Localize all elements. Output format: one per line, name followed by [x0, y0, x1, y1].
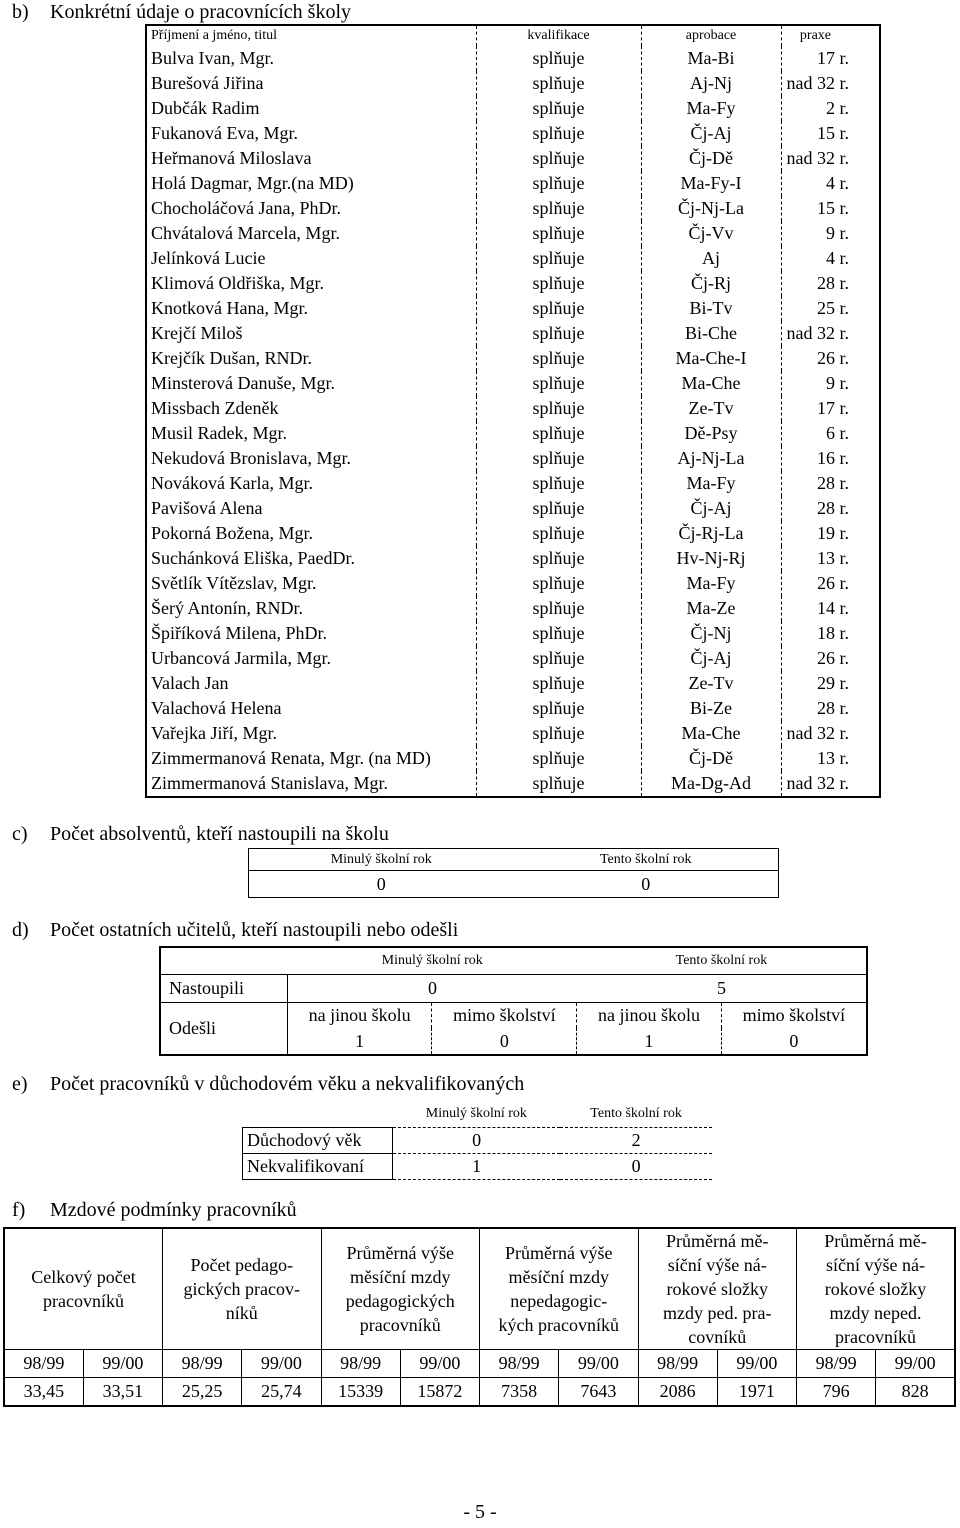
qualification: splňuje	[476, 196, 641, 221]
practice: 19 r.	[781, 521, 880, 546]
practice: 28 r.	[781, 496, 880, 521]
section-f-heading	[12, 1199, 297, 1222]
qualification: splňuje	[476, 96, 641, 121]
school-year: 98/99	[638, 1350, 717, 1378]
staff-name: Bulva Ivan, Mgr.	[146, 46, 476, 71]
table-row	[146, 121, 880, 146]
section-b-heading	[12, 1, 351, 24]
approbation: Ma-Che	[641, 371, 781, 396]
staff-name: Špiříková Milena, PhDr.	[146, 621, 476, 646]
approbation: Bi-Tv	[641, 296, 781, 321]
table-row	[146, 146, 880, 171]
staff-name: Suchánková Eliška, PaedDr.	[146, 546, 476, 571]
table-row	[146, 296, 880, 321]
wage-value: 33,45	[4, 1378, 83, 1407]
section-letter: e)	[12, 1073, 28, 1095]
header-line: gických pracov-	[183, 1279, 300, 1299]
table-row	[146, 496, 880, 521]
practice: 13 r.	[781, 746, 880, 771]
staff-name: Vařejka Jiří, Mgr.	[146, 721, 476, 746]
wage-value: 25,74	[242, 1378, 321, 1407]
staff-name: Minsterová Danuše, Mgr.	[146, 371, 476, 396]
row-label: Nekvalifikovaní	[243, 1154, 393, 1180]
approbation: Ma-Ze	[641, 596, 781, 621]
table-row	[146, 746, 880, 771]
left-value: 0	[721, 1028, 867, 1055]
qualification: splňuje	[476, 471, 641, 496]
table-row	[146, 346, 880, 371]
staff-name: Missbach Zdeněk	[146, 396, 476, 421]
col-previous-year: Minulý školní rok	[425, 1106, 527, 1121]
header-line: pracovníků	[835, 1327, 916, 1347]
table-row	[146, 271, 880, 296]
approbation: Čj-Rj-La	[641, 521, 781, 546]
staff-name: Pokorná Božena, Mgr.	[146, 521, 476, 546]
joined-row	[160, 975, 867, 1003]
header-line: Průměrná výše	[346, 1243, 454, 1263]
left-value: 0	[432, 1028, 577, 1055]
wage-value: 7358	[480, 1378, 559, 1407]
practice: 15 r.	[781, 121, 880, 146]
header-name: Příjmení a jméno, titul	[146, 25, 476, 46]
left-label: Odešli	[160, 1003, 288, 1056]
staff-name: Nekudová Bronislava, Mgr.	[146, 446, 476, 471]
table-header-row	[243, 1101, 713, 1128]
row-label: Důchodový věk	[243, 1128, 393, 1154]
school-year: 99/00	[717, 1350, 796, 1378]
header-practice: praxe	[781, 25, 880, 46]
header-line: nepedagogic-	[510, 1291, 608, 1311]
table-row	[146, 96, 880, 121]
section-c-heading	[12, 823, 389, 846]
table-row	[243, 1154, 713, 1180]
header-line: Průměrná mě-	[666, 1231, 769, 1251]
practice: nad 32 r.	[781, 146, 880, 171]
section-letter: d)	[12, 919, 29, 941]
header-approbation: aprobace	[641, 25, 781, 46]
practice: nad 32 r.	[781, 321, 880, 346]
table-row	[146, 371, 880, 396]
header-line: pracovníků	[43, 1291, 124, 1311]
approbation: Ze-Tv	[641, 396, 781, 421]
practice: 9 r.	[781, 371, 880, 396]
staff-name: Světlík Vítězslav, Mgr.	[146, 571, 476, 596]
qualification: splňuje	[476, 721, 641, 746]
table-row	[146, 396, 880, 421]
table-row	[146, 221, 880, 246]
staff-name: Zimmermanová Stanislava, Mgr.	[146, 771, 476, 797]
header-line: rokové složky	[666, 1279, 768, 1299]
practice: 28 r.	[781, 471, 880, 496]
practice: 17 r.	[781, 396, 880, 421]
practice: 17 r.	[781, 46, 880, 71]
table-row	[146, 196, 880, 221]
qualification: splňuje	[476, 671, 641, 696]
joined-current: 5	[577, 975, 867, 1003]
col-previous-year: Minulý školní rok	[249, 849, 514, 871]
staff-name: Knotková Hana, Mgr.	[146, 296, 476, 321]
value-current-year: 0	[560, 1154, 712, 1180]
practice: nad 32 r.	[781, 71, 880, 96]
value-previous-year: 0	[376, 873, 386, 894]
practice: 25 r.	[781, 296, 880, 321]
qualification: splňuje	[476, 121, 641, 146]
school-year: 98/99	[480, 1350, 559, 1378]
staff-name: Dubčák Radim	[146, 96, 476, 121]
table-row	[146, 646, 880, 671]
practice: 13 r.	[781, 546, 880, 571]
approbation: Čj-Aj	[641, 646, 781, 671]
other-teachers-table	[159, 946, 868, 1056]
table-header-row	[249, 849, 779, 871]
wage-value: 15339	[321, 1378, 400, 1407]
qualification: splňuje	[476, 771, 641, 797]
wage-value: 25,25	[163, 1378, 242, 1407]
approbation: Čj-Dě	[641, 146, 781, 171]
school-year: 98/99	[163, 1350, 242, 1378]
qualification: splňuje	[476, 496, 641, 521]
wage-value: 7643	[559, 1378, 638, 1407]
left-value: 1	[355, 1030, 365, 1051]
staff-name: Chocholáčová Jana, PhDr.	[146, 196, 476, 221]
value-previous-year: 0	[393, 1128, 561, 1154]
practice: 6 r.	[781, 421, 880, 446]
table-row	[146, 621, 880, 646]
practice: 4 r.	[781, 246, 880, 271]
header-line: pedagogických	[345, 1291, 455, 1311]
practice: 28 r.	[781, 271, 880, 296]
school-year: 99/00	[876, 1350, 955, 1378]
approbation: Ma-Dg-Ad	[641, 771, 781, 797]
staff-name: Holá Dagmar, Mgr.(na MD)	[146, 171, 476, 196]
retirement-table	[242, 1101, 712, 1180]
wages-table	[3, 1227, 956, 1407]
staff-name: Pavišová Alena	[146, 496, 476, 521]
col-current-year: Tento školní rok	[675, 953, 768, 968]
wages-header	[480, 1228, 639, 1350]
section-letter: f)	[12, 1199, 26, 1221]
staff-name: Burešová Jiřina	[146, 71, 476, 96]
section-title: Počet absolventů, kteří nastoupili na školu	[50, 823, 389, 845]
header-line: měsíční mzdy	[508, 1267, 609, 1287]
sub-outside: mimo školství	[721, 1003, 867, 1029]
wage-value: 2086	[638, 1378, 717, 1407]
section-letter: c)	[12, 823, 28, 845]
values-row	[4, 1378, 955, 1407]
approbation: Ze-Tv	[641, 671, 781, 696]
approbation: Čj-Vv	[641, 221, 781, 246]
approbation: Aj-Nj-La	[641, 446, 781, 471]
section-title: Konkrétní údaje o pracovnících školy	[50, 1, 352, 23]
table-header-row	[4, 1228, 955, 1350]
staff-name: Urbancová Jarmila, Mgr.	[146, 646, 476, 671]
joined-label: Nastoupili	[160, 975, 288, 1003]
qualification: splňuje	[476, 71, 641, 96]
qualification: splňuje	[476, 446, 641, 471]
qualification: splňuje	[476, 521, 641, 546]
header-line: Celkový počet	[31, 1267, 136, 1287]
practice: 26 r.	[781, 346, 880, 371]
qualification: splňuje	[476, 596, 641, 621]
approbation: Ma-Fy	[641, 571, 781, 596]
qualification: splňuje	[476, 171, 641, 196]
school-year: 99/00	[559, 1350, 638, 1378]
approbation: Ma-Fy	[641, 96, 781, 121]
approbation: Hv-Nj-Rj	[641, 546, 781, 571]
section-letter: b)	[12, 1, 29, 23]
approbation: Ma-Bi	[641, 46, 781, 71]
table-row	[146, 696, 880, 721]
qualification: splňuje	[476, 396, 641, 421]
section-title: Počet ostatních učitelů, kteří nastoupili nebo odešli	[50, 919, 459, 941]
approbation: Čj-Aj	[641, 121, 781, 146]
value-previous-year: 1	[393, 1154, 561, 1180]
school-year: 99/00	[242, 1350, 321, 1378]
qualification: splňuje	[476, 46, 641, 71]
table-row	[146, 671, 880, 696]
practice: 26 r.	[781, 646, 880, 671]
qualification: splňuje	[476, 421, 641, 446]
staff-name: Valachová Helena	[146, 696, 476, 721]
wage-value: 1971	[717, 1378, 796, 1407]
table-row	[249, 871, 779, 898]
header-line: síční výše ná-	[826, 1255, 925, 1275]
staff-name: Chvátalová Marcela, Mgr.	[146, 221, 476, 246]
school-year: 99/00	[83, 1350, 162, 1378]
staff-table	[145, 24, 881, 798]
school-year: 99/00	[400, 1350, 479, 1378]
wage-value: 796	[797, 1378, 876, 1407]
header-line: Průměrná výše	[505, 1243, 613, 1263]
approbation: Čj-Nj	[641, 621, 781, 646]
staff-name: Musil Radek, Mgr.	[146, 421, 476, 446]
wages-header	[4, 1228, 163, 1350]
staff-name: Valach Jan	[146, 671, 476, 696]
table-row	[146, 421, 880, 446]
practice: nad 32 r.	[781, 721, 880, 746]
wage-value: 828	[876, 1378, 955, 1407]
practice: 9 r.	[781, 221, 880, 246]
section-title: Mzdové podmínky pracovníků	[50, 1199, 297, 1221]
staff-name: Krejčí Miloš	[146, 321, 476, 346]
joined-previous: 0	[288, 975, 577, 1003]
approbation: Čj-Rj	[641, 271, 781, 296]
table-row	[146, 321, 880, 346]
qualification: splňuje	[476, 321, 641, 346]
table-row	[243, 1128, 713, 1154]
table-row	[146, 171, 880, 196]
qualification: splňuje	[476, 746, 641, 771]
header-line: kých pracovníků	[498, 1315, 619, 1335]
school-year: 98/99	[321, 1350, 400, 1378]
sub-outside: mimo školství	[432, 1003, 577, 1029]
qualification: splňuje	[476, 221, 641, 246]
section-d-heading	[12, 919, 458, 942]
approbation: Dě-Psy	[641, 421, 781, 446]
table-row	[146, 596, 880, 621]
qualification: splňuje	[476, 696, 641, 721]
table-row	[146, 546, 880, 571]
header-line: rokové složky	[824, 1279, 927, 1299]
staff-name: Jelínková Lucie	[146, 246, 476, 271]
approbation: Ma-Che	[641, 721, 781, 746]
table-header-row	[146, 25, 880, 46]
staff-name: Šerý Antonín, RNDr.	[146, 596, 476, 621]
practice: nad 32 r.	[781, 771, 880, 797]
wages-header	[638, 1228, 797, 1350]
staff-name: Zimmermanová Renata, Mgr. (na MD)	[146, 746, 476, 771]
approbation: Ma-Fy	[641, 471, 781, 496]
table-row	[146, 471, 880, 496]
sub-other-school: na jinou školu	[577, 1003, 721, 1029]
approbation: Aj-Nj	[641, 71, 781, 96]
header-line: síční výše ná-	[667, 1255, 767, 1275]
wage-value: 33,51	[83, 1378, 162, 1407]
staff-name: Fukanová Eva, Mgr.	[146, 121, 476, 146]
header-line: mzdy ped. pra-	[663, 1303, 772, 1323]
qualification: splňuje	[476, 246, 641, 271]
header-qualification: kvalifikace	[476, 25, 641, 46]
practice: 14 r.	[781, 596, 880, 621]
staff-name: Krejčík Dušan, RNDr.	[146, 346, 476, 371]
staff-name: Klimová Oldřiška, Mgr.	[146, 271, 476, 296]
table-row	[146, 721, 880, 746]
header-line: mzdy neped.	[829, 1303, 922, 1323]
table-row	[146, 71, 880, 96]
table-row	[146, 521, 880, 546]
wages-header	[321, 1228, 480, 1350]
qualification: splňuje	[476, 371, 641, 396]
header-line: níků	[225, 1303, 258, 1323]
approbation: Čj-Dě	[641, 746, 781, 771]
school-year: 98/99	[4, 1350, 83, 1378]
qualification: splňuje	[476, 296, 641, 321]
approbation: Čj-Aj	[641, 496, 781, 521]
wages-header	[797, 1228, 956, 1350]
graduates-table	[248, 848, 779, 898]
practice: 4 r.	[781, 171, 880, 196]
value-current-year: 2	[560, 1128, 712, 1154]
page-number: - 5 -	[463, 1501, 497, 1523]
practice: 16 r.	[781, 446, 880, 471]
qualification: splňuje	[476, 146, 641, 171]
approbation: Bi-Che	[641, 321, 781, 346]
years-row	[4, 1350, 955, 1378]
qualification: splňuje	[476, 571, 641, 596]
approbation: Bi-Ze	[641, 696, 781, 721]
school-year: 98/99	[797, 1350, 876, 1378]
practice: 26 r.	[781, 571, 880, 596]
approbation: Ma-Che-I	[641, 346, 781, 371]
value-current-year: 0	[641, 873, 651, 894]
left-subheader-row	[160, 1003, 867, 1029]
approbation: Aj	[641, 246, 781, 271]
approbation: Ma-Fy-I	[641, 171, 781, 196]
table-row	[146, 246, 880, 271]
practice: 15 r.	[781, 196, 880, 221]
qualification: splňuje	[476, 346, 641, 371]
header-line: pracovníků	[359, 1315, 441, 1335]
practice: 29 r.	[781, 671, 880, 696]
col-current-year: Tento školní rok	[514, 849, 779, 871]
table-header-row	[160, 947, 867, 975]
section-e-heading	[12, 1073, 524, 1096]
wage-value: 15872	[400, 1378, 479, 1407]
sub-other-school: na jinou školu	[288, 1003, 432, 1029]
header-line: měsíční mzdy	[350, 1267, 451, 1287]
header-line: covníků	[688, 1327, 747, 1347]
section-title: Počet pracovníků v důchodovém věku a nekvalifikovaných	[50, 1073, 525, 1095]
wages-header	[163, 1228, 322, 1350]
table-row	[146, 571, 880, 596]
qualification: splňuje	[476, 646, 641, 671]
approbation: Čj-Nj-La	[641, 196, 781, 221]
qualification: splňuje	[476, 621, 641, 646]
qualification: splňuje	[476, 546, 641, 571]
practice: 2 r.	[781, 96, 880, 121]
staff-name: Nováková Karla, Mgr.	[146, 471, 476, 496]
table-row	[146, 46, 880, 71]
header-line: Průměrná mě-	[824, 1231, 927, 1251]
practice: 18 r.	[781, 621, 880, 646]
header-line: Počet pedago-	[190, 1255, 293, 1275]
staff-name: Heřmanová Miloslava	[146, 146, 476, 171]
qualification: splňuje	[476, 271, 641, 296]
table-row	[146, 446, 880, 471]
table-row	[146, 771, 880, 797]
col-current-year: Tento školní rok	[590, 1106, 682, 1121]
practice: 28 r.	[781, 696, 880, 721]
left-value: 1	[577, 1028, 721, 1055]
col-previous-year: Minulý školní rok	[381, 953, 483, 968]
